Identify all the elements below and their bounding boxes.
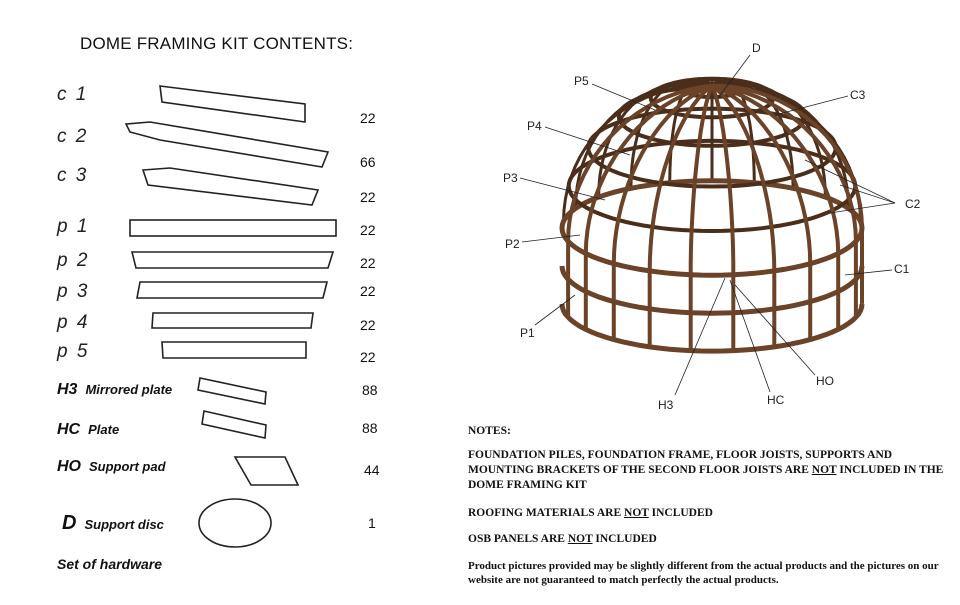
label-c3: C3	[850, 88, 866, 102]
hardware-item	[57, 458, 166, 476]
note-text: INCLUDED	[592, 533, 657, 545]
label-ho: HO	[816, 374, 834, 388]
part-qty: 22	[360, 349, 376, 365]
hardware-qty: 88	[362, 420, 378, 436]
part-qty: 22	[360, 222, 376, 238]
part-c3-drawing	[143, 168, 318, 205]
label-h3: H3	[658, 398, 674, 412]
disclaimer: Product pictures provided may be slightly different from the actual products and the pictures on our website are not guaranteed to match perfectly the actual products.	[468, 560, 939, 586]
frame-member	[562, 181, 862, 275]
hardware-name: Plate	[88, 422, 120, 437]
note-3	[468, 532, 948, 547]
note-2	[468, 506, 948, 521]
note-1	[468, 448, 948, 493]
part-p2-drawing	[132, 252, 333, 268]
part-qty: 22	[360, 189, 376, 205]
part-qty: 22	[360, 317, 376, 333]
label-d: D	[752, 41, 761, 55]
part-qty: 66	[360, 154, 376, 170]
note-text: FOUNDATION PILES, FOUNDATION FRAME, FLOOR JOISTS, SUPPORTS AND MOUNTING BRACKETS OF THE SECOND FLOOR JOISTS ARE	[468, 449, 893, 476]
part-p1-drawing	[130, 220, 336, 236]
note-emphasis: NOT	[624, 507, 649, 519]
label-p4: P4	[527, 119, 542, 133]
hardware-code: HO	[57, 458, 81, 475]
part-ho-drawing	[235, 457, 298, 485]
part-d-drawing	[199, 499, 271, 547]
label-hc: HC	[767, 393, 785, 407]
part-c2-drawing	[126, 122, 328, 167]
part-h3-drawing	[198, 378, 266, 404]
page-title: DOME FRAMING KIT CONTENTS:	[80, 34, 354, 53]
hardware-qty: 88	[362, 382, 378, 398]
label-c2: C2	[905, 197, 921, 211]
part-code: p 2	[57, 250, 90, 271]
hardware-code: D	[62, 512, 77, 534]
part-code: p 3	[57, 281, 90, 302]
notes-heading: NOTES:	[468, 425, 511, 437]
label-p1: P1	[520, 326, 535, 340]
label-p2: P2	[505, 237, 520, 251]
note-text: OSB PANELS ARE	[468, 533, 568, 545]
note-text: INCLUDED IN THE DOME FRAMING KIT	[468, 464, 944, 491]
part-code: p 4	[57, 312, 90, 333]
hardware-qty: 1	[368, 515, 376, 531]
part-hc-drawing	[202, 411, 266, 438]
part-code: c 2	[57, 126, 89, 147]
part-qty: 22	[360, 255, 376, 271]
note-emphasis: NOT	[811, 464, 837, 476]
hardware-qty: 44	[364, 462, 380, 478]
hardware-name: Support disc	[84, 517, 164, 532]
label-p3: P3	[503, 171, 518, 185]
part-c1-drawing	[160, 86, 305, 122]
part-p5-drawing	[162, 342, 306, 358]
hardware-item	[57, 421, 119, 439]
part-code: p 1	[57, 216, 90, 237]
part-code: c 1	[57, 84, 89, 105]
dome-frame-illustration	[562, 78, 862, 351]
note-text: INCLUDED	[648, 507, 713, 519]
hardware-name: Support pad	[89, 459, 166, 474]
part-p4-drawing	[152, 313, 313, 328]
hardware-code: HC	[57, 421, 81, 438]
hardware-name: Mirrored plate	[85, 382, 173, 397]
hardware-item	[62, 512, 164, 535]
note-emphasis: NOT	[567, 533, 593, 545]
part-p3-drawing	[137, 282, 327, 298]
part-code: c 3	[57, 165, 89, 186]
part-code: p 5	[57, 341, 90, 362]
hardware-item	[57, 381, 172, 399]
part-qty: 22	[360, 283, 376, 299]
part-qty: 22	[360, 110, 376, 126]
set-of-hardware: Set of hardware	[57, 556, 163, 572]
note-text: ROOFING MATERIALS ARE	[468, 507, 625, 519]
hardware-code: H3	[57, 381, 78, 398]
label-c1: C1	[894, 262, 910, 276]
label-p5: P5	[574, 74, 589, 88]
